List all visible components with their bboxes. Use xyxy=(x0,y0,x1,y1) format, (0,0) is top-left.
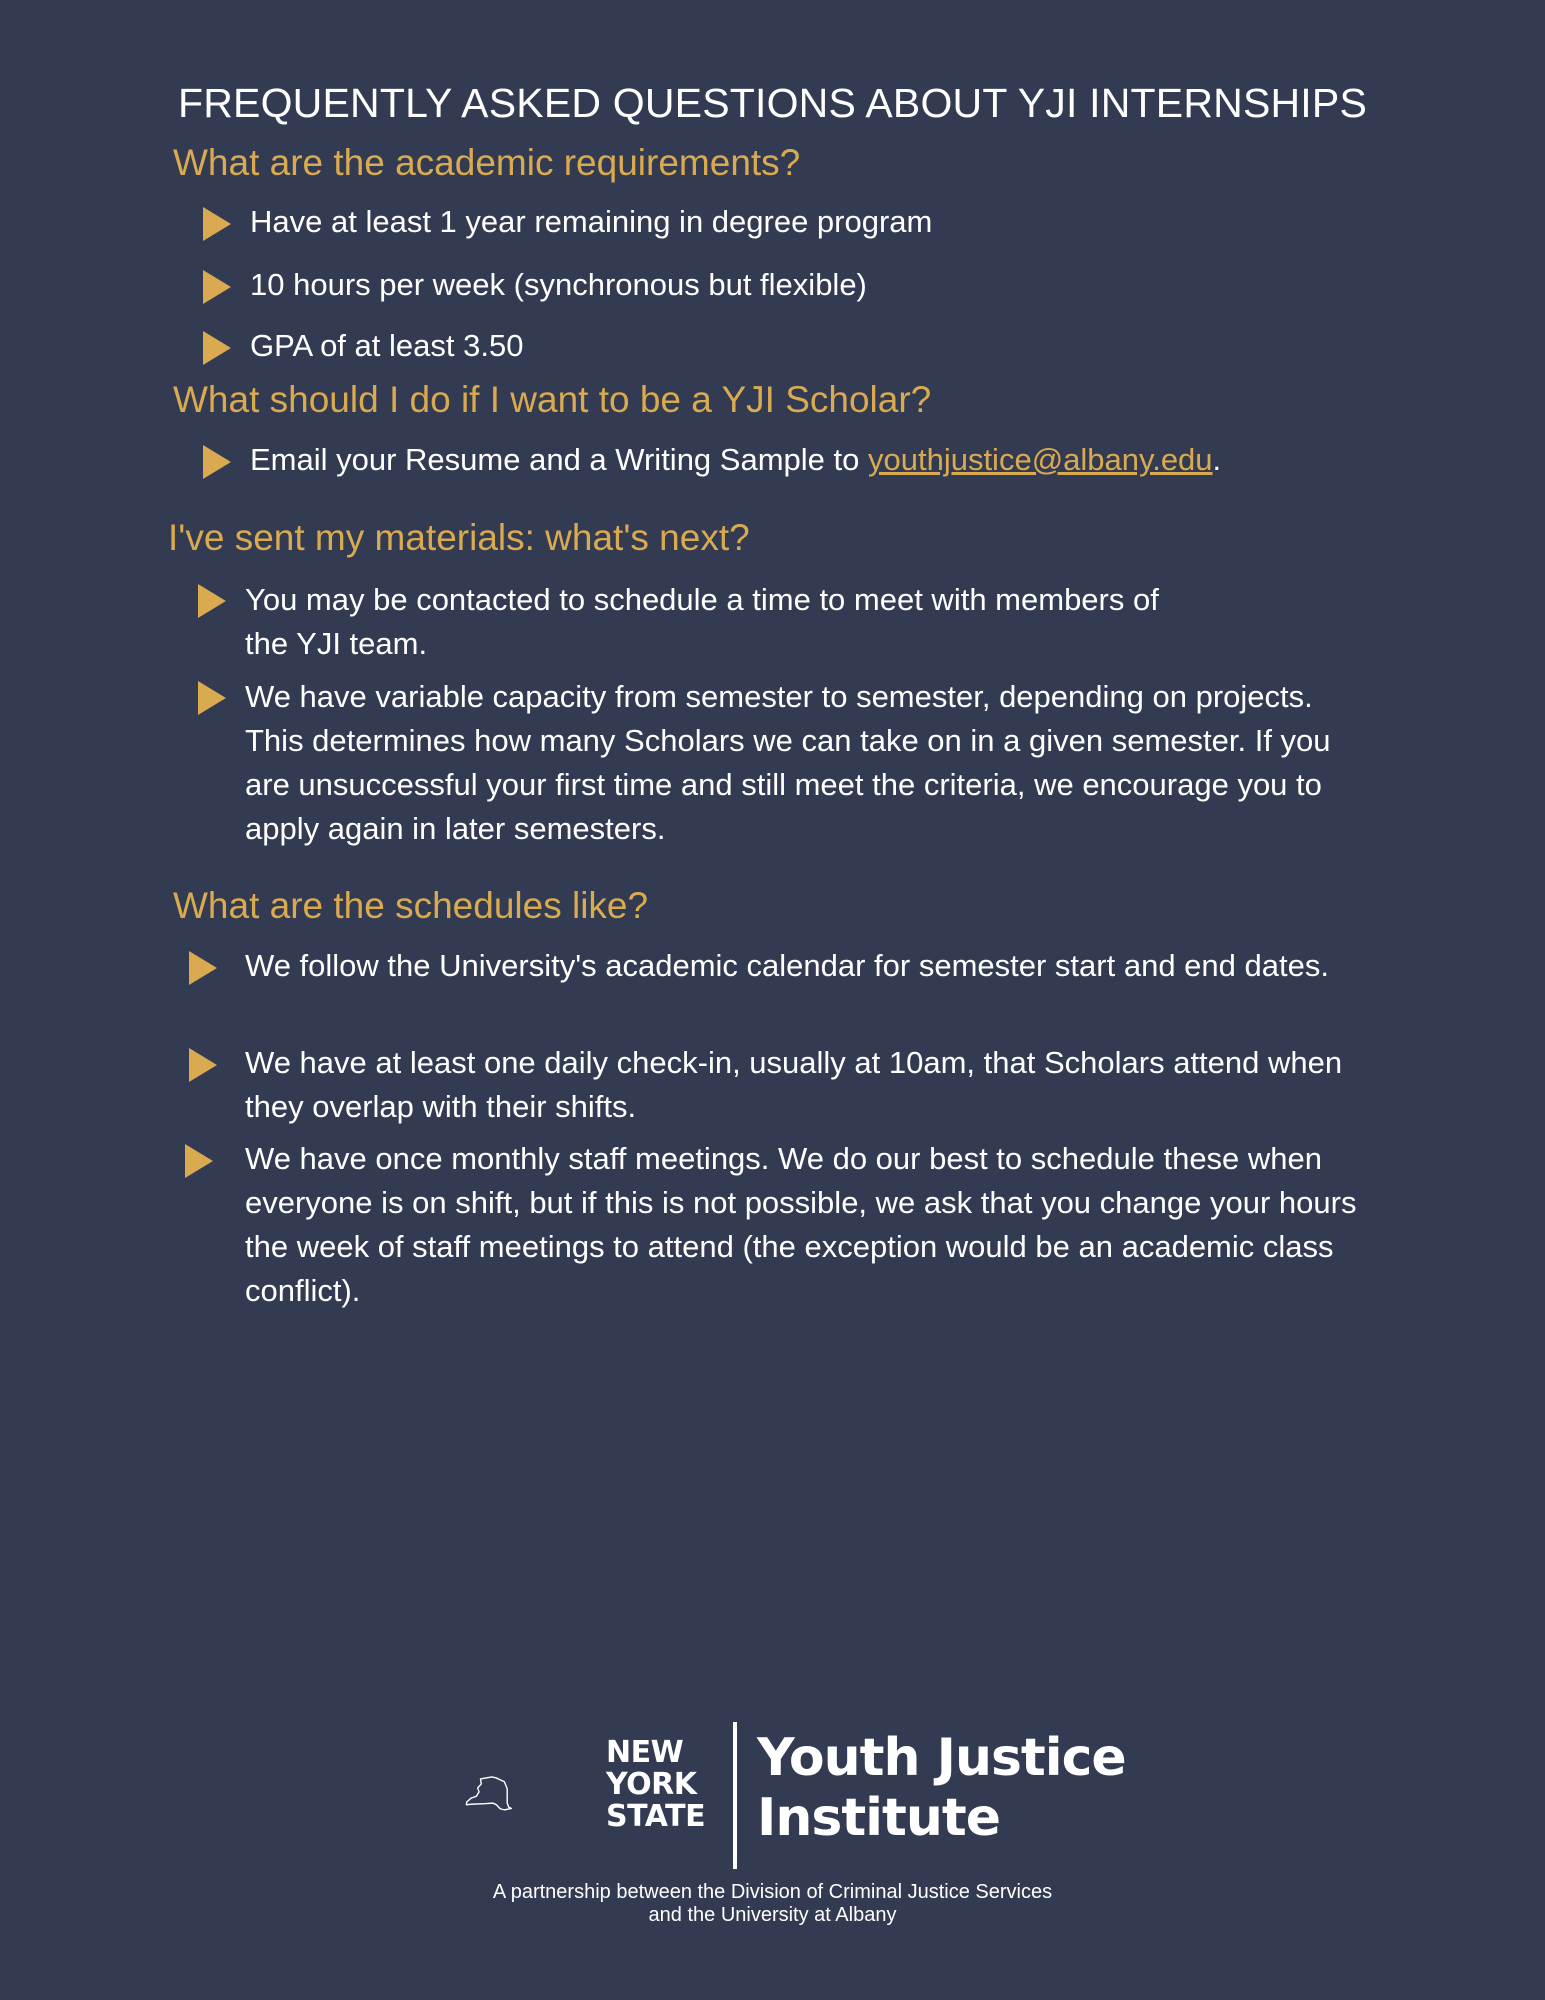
section-heading-become-scholar: What should I do if I want to be a YJI Scholar? xyxy=(173,379,932,420)
list-item: 10 hours per week (synchronous but flexible) xyxy=(250,267,867,302)
list-item: We have variable capacity from semester to semester, depending on projects. This determines how many Scholars we can take on in a given semester. If you are unsuccessful your first time and still meet the criteria, we encourage you to apply again in later semesters. xyxy=(245,679,1331,846)
nys-line: STATE xyxy=(606,1799,706,1834)
list-item: We have once monthly staff meetings. We do our best to schedule these when everyone is on shift, but if this is not possible, we ask that you change your hours the week of staff meetings to attend (the exception would be an academic class conflict). xyxy=(245,1141,1357,1308)
bullet-arrow-icon xyxy=(189,1048,217,1082)
email-link[interactable]: youthjustice@albany.edu xyxy=(867,442,1213,477)
partnership-statement xyxy=(0,1881,1545,1927)
section-heading-academic-requirements: What are the academic requirements? xyxy=(173,142,801,183)
section-heading-schedules: What are the schedules like? xyxy=(173,885,649,926)
logo-divider xyxy=(733,1722,737,1869)
partnership-line: A partnership between the Division of Criminal Justice Services xyxy=(492,1881,1053,1903)
nys-line: NEW xyxy=(606,1735,684,1770)
bullet-arrow-icon xyxy=(189,951,217,985)
list-item: GPA of at least 3.50 xyxy=(250,328,524,363)
email-prefix: Email your Resume and a Writing Sample to xyxy=(250,442,868,477)
yji-logo-text xyxy=(757,1728,1126,1848)
bullet-arrow-icon xyxy=(198,681,226,715)
section-heading-whats-next: I've sent my materials: what's next? xyxy=(168,517,750,558)
list-item: We follow the University's academic calendar for semester start and end dates. xyxy=(245,948,1329,983)
bullet-arrow-icon xyxy=(198,584,226,618)
list-item: You may be contacted to schedule a time to meet with members of the YJI team. xyxy=(245,582,1159,661)
yji-line: Institute xyxy=(757,1788,1001,1848)
email-suffix: . xyxy=(1212,442,1222,477)
list-item xyxy=(250,438,1450,482)
bullet-arrow-icon xyxy=(203,331,231,365)
page-title: FREQUENTLY ASKED QUESTIONS ABOUT YJI INTERNSHIPS xyxy=(177,80,1367,126)
list-item: We have at least one daily check-in, usually at 10am, that Scholars attend when they overlap with their shifts. xyxy=(245,1045,1343,1124)
bullet-arrow-icon xyxy=(203,270,231,304)
nys-logo-text xyxy=(606,1737,705,1833)
bullet-arrow-icon xyxy=(203,207,231,241)
bullet-arrow-icon xyxy=(185,1144,213,1178)
nys-line: YORK xyxy=(606,1767,697,1802)
yji-line: Youth Justice xyxy=(757,1728,1126,1788)
partnership-line: and the University at Albany xyxy=(648,1904,897,1926)
bullet-arrow-icon xyxy=(203,445,231,479)
list-item: Have at least 1 year remaining in degree program xyxy=(250,204,933,239)
